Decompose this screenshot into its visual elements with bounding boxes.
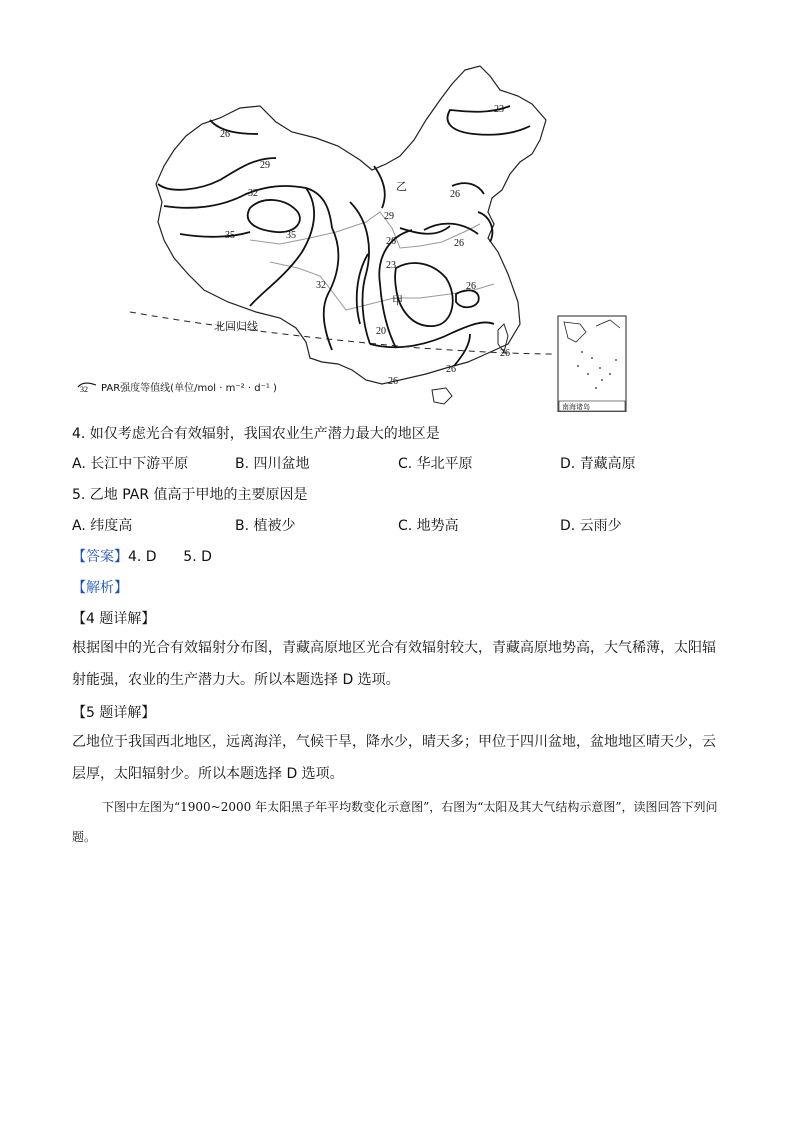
tropic-label: 北回归线: [214, 320, 258, 333]
isoline-label: 35: [225, 230, 235, 241]
par-map-figure: [70, 62, 630, 412]
q5-option-a: A. 纬度高: [72, 518, 133, 534]
isoline-label: 26: [388, 376, 398, 387]
china-par-map: [70, 62, 630, 412]
q4-option-b: B. 四川盆地: [235, 456, 310, 472]
isoline-label: 20: [376, 326, 386, 337]
isoline-label: 26: [220, 129, 230, 140]
isoline-label: 26: [446, 364, 456, 375]
detail-5-title: 【5 题详解】: [72, 705, 156, 721]
isoline-label: 26: [500, 348, 510, 359]
hainan-island: [432, 388, 452, 404]
inset-label: 南海诸岛: [562, 403, 590, 411]
question-5-stem: 5. 乙地 PAR 值高于甲地的主要原因是: [72, 487, 308, 503]
isoline-label: 26: [466, 281, 476, 292]
isoline-label: 26: [450, 189, 460, 200]
analysis-tag: 【解析】: [72, 580, 128, 596]
q5-option-b: B. 植被少: [235, 518, 296, 534]
china-outline: [156, 66, 546, 384]
analysis-line: [72, 577, 128, 597]
q4-option-d: D. 青藏高原: [560, 456, 636, 472]
answer-text: 4. D 5. D: [128, 549, 212, 565]
q5-option-c: C. 地势高: [398, 518, 459, 534]
detail-5-body: 乙地位于我国西北地区，远离海洋，气候干旱，降水少，晴天多；甲位于四川盆地，盆地地区晴天少，云层厚，太阳辐射少。所以本题选择 D 选项。: [72, 734, 716, 782]
isoline-label: 26: [386, 236, 396, 247]
isoline-label: 29: [260, 160, 270, 171]
isoline-label: 35: [286, 230, 296, 241]
isoline-label: 29: [384, 211, 394, 222]
isoline-label: 23: [494, 104, 504, 115]
isoline-legend-icon: [76, 381, 98, 393]
question-4-stem: 4. 如仅考虑光合有效辐射，我国农业生产潜力最大的地区是: [72, 426, 440, 442]
tropic-line: [130, 312, 556, 354]
region-label-jia: 甲: [392, 294, 403, 307]
south-sea-inset: [558, 316, 626, 412]
answer-line: [72, 546, 212, 566]
region-label-yi: 乙: [396, 180, 407, 193]
isoline-label: 32: [248, 188, 258, 199]
isoline-label: 23: [386, 260, 396, 271]
answer-tag: 【答案】: [72, 549, 128, 565]
map-legend: [76, 379, 277, 394]
q4-option-c: C. 华北平原: [398, 456, 473, 472]
detail-4-title: 【4 题详解】: [72, 611, 156, 627]
svg-text:32: 32: [80, 384, 88, 393]
detail-4-body: 根据图中的光合有效辐射分布图，青藏高原地区光合有效辐射较大，青藏高原地势高，大气稀薄，太阳辐射能强，农业的生产潜力大。所以本题选择 D 选项。: [72, 640, 716, 688]
q5-option-d: D. 云雨少: [560, 518, 622, 534]
isoline-label: 32: [316, 280, 326, 291]
next-question-intro: 下图中左图为“1900~2000 年太阳黑子年平均数变化示意图”，右图为“太阳及其大气结构示意图”，读图回答下列问题。: [72, 800, 718, 844]
legend-text: PAR强度等值线(单位/mol · m⁻² · d⁻¹ ): [101, 383, 277, 394]
q4-option-a: A. 长江中下游平原: [72, 456, 189, 472]
isoline-label: 26: [454, 238, 464, 249]
